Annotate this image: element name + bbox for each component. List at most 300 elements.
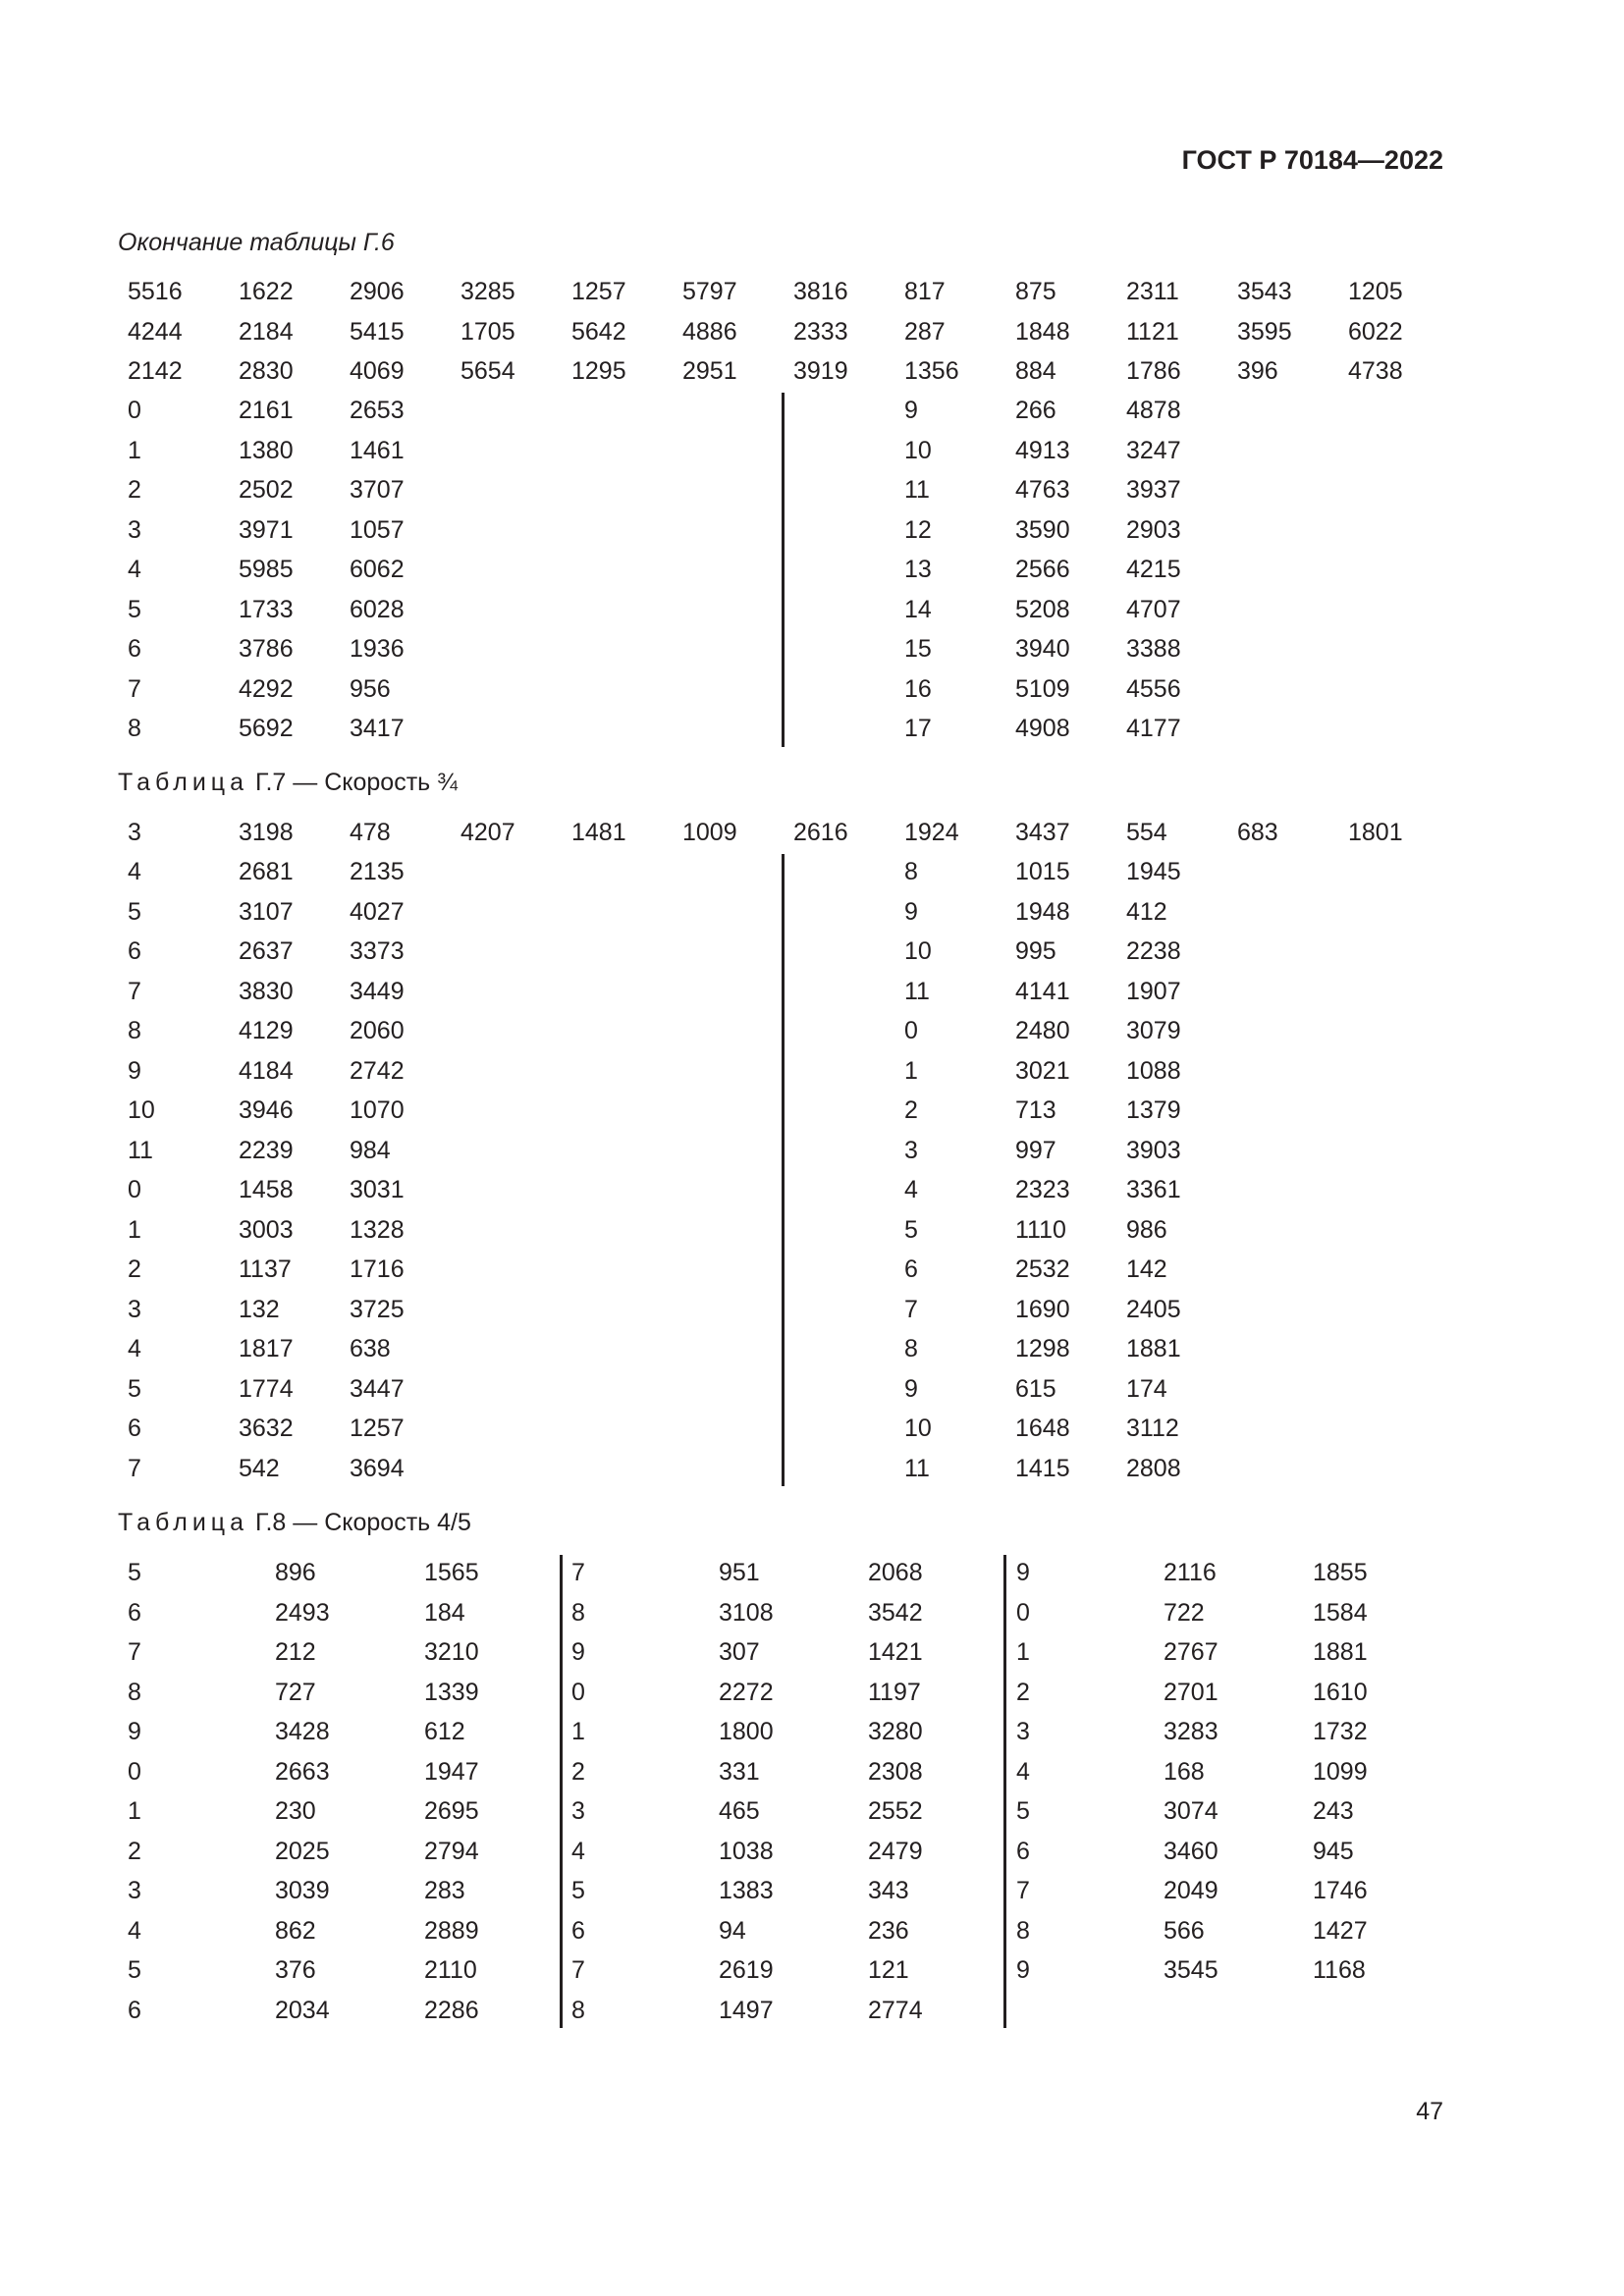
table-cell: 5797 [682,278,737,305]
table-row [0,1210,1624,1250]
table-cell: 9 [1016,1956,1030,1984]
table-cell: 1610 [1313,1678,1368,1706]
table-cell: 4886 [682,317,737,346]
table-cell: 7 [1016,1877,1030,1904]
table-cell: 2774 [868,1996,923,2024]
table-cell: 2238 [1126,937,1181,965]
table-cell: 6028 [350,595,405,623]
table-cell: 3039 [275,1877,330,1904]
table-cell: 8 [904,1335,918,1362]
table-cell: 3003 [239,1215,294,1244]
table-cell: 1746 [1313,1877,1368,1904]
table-row [0,1871,1624,1910]
table-cell: 1716 [350,1255,405,1283]
table-cell: 1015 [1015,858,1070,885]
table-row [0,1991,1624,2030]
table-cell: 7 [904,1295,918,1323]
table-cell: 8 [904,858,918,885]
table-cell: 727 [275,1678,316,1706]
table-cell: 412 [1126,897,1167,926]
table-row [0,1593,1624,1632]
table-cell: 2794 [424,1837,479,1865]
table-cell: 542 [239,1454,280,1482]
table-cell: 0 [128,1176,141,1203]
table-title: Г.8 — Скорость 4/5 [248,1509,471,1536]
table-cell: 1 [1016,1638,1030,1666]
table-row [0,1832,1624,1871]
table-cell: 1648 [1015,1415,1070,1442]
table-cell: 875 [1015,278,1056,305]
table-cell: 132 [239,1295,280,1323]
table-cell: 2480 [1015,1017,1070,1044]
table-cell: 2619 [719,1956,774,1984]
table-cell: 1774 [239,1374,294,1403]
table-row [0,272,1624,311]
table-cell: 2532 [1015,1255,1070,1283]
table-cell: 945 [1313,1837,1354,1865]
table-cell: 6 [128,1598,141,1627]
table-cell: 236 [868,1916,909,1945]
table-cell: 1817 [239,1335,294,1362]
table-cell: 7 [128,1454,141,1482]
table-cell: 2616 [793,819,848,846]
table-cell: 986 [1126,1215,1167,1244]
table-cell: 3 [904,1136,918,1164]
table-cell: 2161 [239,397,294,424]
table-cell: 2903 [1126,515,1181,544]
table-cell: 2 [128,476,141,504]
table-cell: 1197 [868,1678,921,1706]
table-cell: 2906 [350,278,405,305]
table-cell: 2695 [424,1797,479,1825]
table-cell: 9 [904,397,918,424]
table-cell: 638 [350,1335,391,1362]
table-cell: 5 [1016,1797,1030,1825]
table-cell: 9 [904,897,918,926]
table-cell: 3830 [239,977,294,1005]
table-cell: 4 [128,858,141,885]
table-cell: 554 [1126,819,1167,846]
table-cell: 9 [571,1638,585,1666]
table-cell: 4913 [1015,436,1070,464]
table-row [0,1369,1624,1409]
table-cell: 2889 [424,1916,479,1945]
table-cell: 14 [904,595,932,623]
table-cell: 3108 [719,1598,774,1627]
table-cell: 3946 [239,1096,294,1124]
table-cell: 2333 [793,317,848,346]
table-cell: 15 [904,635,932,663]
table-cell: 1497 [719,1996,774,2024]
table-cell: 5642 [571,317,626,346]
document-code-header: ГОСТ Р 70184—2022 [1181,145,1443,175]
table-cell: 1948 [1015,897,1070,926]
table-cell: 1427 [1313,1916,1368,1945]
table-cell: 3031 [350,1176,405,1203]
table-cell: 7 [128,674,141,703]
table-cell: 307 [719,1638,760,1666]
table-row [0,1632,1624,1672]
table-cell: 2 [1016,1678,1030,1706]
table-cell: 10 [128,1096,155,1124]
table-row [0,1449,1624,1488]
table-cell: 1565 [424,1559,479,1586]
table-label: Таблица [118,1509,249,1536]
table-cell: 1137 [239,1255,292,1283]
table-cell: 2701 [1164,1678,1218,1706]
table-cell: 2308 [868,1757,923,1786]
table-cell: 997 [1015,1136,1056,1164]
table-row [0,1329,1624,1368]
table-cell: 3460 [1164,1837,1218,1865]
table-cell: 243 [1313,1797,1354,1825]
table-row [0,590,1624,629]
table-cell: 4207 [460,819,515,846]
table-cell: 1848 [1015,317,1070,346]
table-cell: 4069 [350,357,405,385]
table-cell: 566 [1164,1916,1205,1945]
table-cell: 0 [571,1678,585,1706]
table-row [0,669,1624,709]
table-cell: 683 [1237,819,1278,846]
table-cell: 3725 [350,1295,405,1323]
table-cell: 1110 [1015,1215,1066,1244]
table-cell: 5692 [239,715,294,742]
table-row [0,1011,1624,1050]
table-cell: 2 [904,1096,918,1124]
table-cell: 2116 [1164,1559,1217,1586]
table-cell: 2239 [239,1136,294,1164]
table-cell: 2663 [275,1757,330,1786]
table-cell: 2653 [350,397,405,424]
table-cell: 7 [571,1559,585,1586]
table-cell: 283 [424,1877,465,1904]
table-cell: 1356 [904,357,959,385]
table-cell: 121 [868,1956,909,1984]
table-cell: 3707 [350,476,405,504]
column-divider [560,1555,563,2028]
table-row [0,972,1624,1011]
table-cell: 862 [275,1916,316,1945]
table-row [0,1950,1624,1990]
table-cell: 951 [719,1559,760,1586]
table-cell: 2060 [350,1017,405,1044]
table-cell: 3940 [1015,635,1070,663]
table-cell: 3816 [793,278,848,305]
table-label: Таблица [118,769,249,796]
table-cell: 8 [571,1996,585,2024]
table-row [0,1170,1624,1209]
table-cell: 1945 [1126,858,1181,885]
table-cell: 1584 [1313,1598,1368,1627]
table-cell: 4129 [239,1017,294,1044]
table-cell: 11 [904,476,930,504]
table-cell: 3590 [1015,515,1070,544]
table-cell: 2951 [682,357,737,385]
table-row [0,1911,1624,1950]
table-cell: 3545 [1164,1956,1218,1984]
table-cell: 6 [904,1255,918,1283]
table-cell: 3210 [424,1638,479,1666]
table-cell: 3079 [1126,1017,1181,1044]
table-row [0,892,1624,932]
table-cell: 8 [571,1598,585,1627]
table-cell: 1786 [1126,357,1181,385]
table-cell: 3 [1016,1718,1030,1745]
table-cell: 10 [904,1415,932,1442]
table-cell: 3021 [1015,1056,1070,1085]
table-cell: 2808 [1126,1454,1181,1482]
table-cell: 5 [128,897,141,926]
table-row [0,1553,1624,1592]
table-cell: 3632 [239,1415,294,1442]
table-cell: 9 [128,1056,141,1085]
table-cell: 11 [128,1136,153,1164]
table-cell: 5208 [1015,595,1070,623]
table-cell: 2 [571,1757,585,1786]
table-cell: 12 [904,515,932,544]
table-cell: 4 [128,556,141,583]
table-cell: 0 [128,397,141,424]
table-cell: 5109 [1015,674,1070,703]
table-cell: 1038 [719,1837,774,1865]
table-cell: 3285 [460,278,515,305]
table-cell: 1070 [350,1096,405,1124]
table-cell: 6022 [1348,317,1403,346]
table-cell: 11 [904,1454,930,1482]
table-cell: 3971 [239,515,294,544]
table-cell: 10 [904,937,932,965]
table-cell: 6062 [350,556,405,583]
table-cell: 2184 [239,317,294,346]
table-cell: 2502 [239,476,294,504]
table-cell: 5 [128,595,141,623]
table-cell: 3447 [350,1374,405,1403]
table-cell: 8 [128,1678,141,1706]
table-cell: 94 [719,1916,746,1945]
table-cell: 1881 [1313,1638,1368,1666]
table-cell: 9 [1016,1559,1030,1586]
table-cell: 1947 [424,1757,479,1786]
table-cell: 16 [904,674,932,703]
table-cell: 4027 [350,897,405,926]
table-cell: 2637 [239,937,294,965]
table-cell: 4878 [1126,397,1181,424]
table-cell: 1421 [868,1638,923,1666]
table-cell: 1801 [1348,819,1403,846]
table-cell: 1705 [460,317,515,346]
table-row [0,1131,1624,1170]
table-cell: 3107 [239,897,294,926]
table-cell: 7 [128,977,141,1005]
table-cell: 2 [128,1255,141,1283]
table-cell: 478 [350,819,391,846]
table-cell: 4 [128,1335,141,1362]
table-cell: 3 [128,1877,141,1904]
table-cell: 3428 [275,1718,330,1745]
table-cell: 6 [128,635,141,663]
table-cell: 2323 [1015,1176,1070,1203]
table-cell: 1057 [350,515,405,544]
table-g8-caption [118,1509,471,1537]
table-cell: 984 [350,1136,391,1164]
table-row [0,1673,1624,1712]
table-cell: 5 [128,1559,141,1586]
table-cell: 2552 [868,1797,923,1825]
table-cell: 3388 [1126,635,1181,663]
table-cell: 3 [571,1797,585,1825]
table-row [0,550,1624,589]
table-cell: 4141 [1015,977,1070,1005]
table-cell: 174 [1126,1374,1167,1403]
table-cell: 266 [1015,397,1056,424]
table-cell: 3903 [1126,1136,1181,1164]
table-cell: 4292 [239,674,294,703]
table-cell: 4707 [1126,595,1181,623]
column-divider [1003,1555,1006,2028]
table-cell: 1481 [571,819,626,846]
table-cell: 1379 [1126,1096,1181,1124]
table-row [0,351,1624,391]
table-cell: 5 [128,1374,141,1403]
table-cell: 3437 [1015,819,1070,846]
table-cell: 6 [128,1415,141,1442]
table-cell: 896 [275,1559,316,1586]
table-cell: 3283 [1164,1718,1218,1745]
table-row [0,709,1624,748]
table-cell: 2110 [424,1956,477,1984]
table-cell: 343 [868,1877,909,1904]
table-cell: 1088 [1126,1056,1181,1085]
table-cell: 11 [904,977,930,1005]
table-cell: 287 [904,317,946,346]
table-cell: 6 [1016,1837,1030,1865]
table-cell: 184 [424,1598,465,1627]
table-row [0,813,1624,852]
table-cell: 230 [275,1797,316,1825]
table-cell: 1121 [1126,317,1179,346]
table-cell: 10 [904,436,932,464]
table-cell: 3 [128,1295,141,1323]
table-cell: 2068 [868,1559,923,1586]
table-cell: 6 [128,1996,141,2024]
table-cell: 1257 [350,1415,405,1442]
table-row [0,1250,1624,1289]
table-cell: 2681 [239,858,294,885]
table-g6-caption: Окончание таблицы Г.6 [118,229,395,256]
table-cell: 1168 [1313,1956,1366,1984]
table-cell: 3542 [868,1598,923,1627]
table-row [0,1791,1624,1831]
table-cell: 5 [571,1877,585,1904]
table-cell: 5 [904,1215,918,1244]
table-cell: 2049 [1164,1877,1218,1904]
table-cell: 3449 [350,977,405,1005]
table-cell: 1733 [239,595,294,623]
table-row [0,1712,1624,1751]
table-cell: 1 [571,1718,585,1745]
table-cell: 142 [1126,1255,1167,1283]
table-cell: 4908 [1015,715,1070,742]
table-cell: 2830 [239,357,294,385]
column-divider [782,393,785,747]
table-cell: 713 [1015,1096,1056,1124]
table-cell: 4177 [1126,715,1181,742]
table-cell: 1298 [1015,1335,1070,1362]
table-cell: 9 [904,1374,918,1403]
table-cell: 3280 [868,1718,923,1745]
table-cell: 1800 [719,1718,774,1745]
table-cell: 1855 [1313,1559,1368,1586]
table-row [0,1091,1624,1130]
table-cell: 3595 [1237,317,1292,346]
table-cell: 2142 [128,357,183,385]
table-cell: 4244 [128,317,183,346]
table-row [0,629,1624,668]
table-cell: 4184 [239,1056,294,1085]
table-cell: 2479 [868,1837,923,1865]
page-number: 47 [1416,2098,1443,2125]
table-cell: 2286 [424,1996,479,2024]
table-cell: 1 [904,1056,918,1085]
table-g7-caption [118,769,458,797]
table-cell: 4 [1016,1757,1030,1786]
column-divider [782,854,785,1486]
table-cell: 2034 [275,1996,330,2024]
table-cell: 4 [128,1916,141,1945]
table-cell: 331 [719,1757,760,1786]
table-cell: 1328 [350,1215,405,1244]
table-cell: 2566 [1015,556,1070,583]
table-cell: 2135 [350,858,405,885]
table-cell: 17 [904,715,932,742]
table-cell: 3198 [239,819,294,846]
table-cell: 3919 [793,357,848,385]
table-cell: 1881 [1126,1335,1181,1362]
table-cell: 396 [1237,357,1278,385]
table-row [0,1409,1624,1448]
table-cell: 4 [904,1176,918,1203]
table-cell: 3937 [1126,476,1181,504]
table-row [0,1051,1624,1091]
table-cell: 995 [1015,937,1056,965]
table-cell: 1380 [239,436,294,464]
table-cell: 1205 [1348,278,1403,305]
table-cell: 1907 [1126,977,1181,1005]
table-cell: 956 [350,674,391,703]
table-cell: 2405 [1126,1295,1181,1323]
table-cell: 1732 [1313,1718,1368,1745]
table-cell: 3112 [1126,1415,1179,1442]
table-cell: 2742 [350,1056,405,1085]
table-cell: 3694 [350,1454,405,1482]
table-cell: 722 [1164,1598,1205,1627]
table-row [0,1290,1624,1329]
table-cell: 5 [128,1956,141,1984]
table-cell: 6 [571,1916,585,1945]
table-cell: 7 [571,1956,585,1984]
table-cell: 1099 [1313,1757,1368,1786]
table-cell: 3247 [1126,436,1181,464]
table-cell: 1009 [682,819,737,846]
table-cell: 212 [275,1638,316,1666]
table-cell: 1257 [571,278,626,305]
table-cell: 3 [128,515,141,544]
table-cell: 4763 [1015,476,1070,504]
table-cell: 5415 [350,317,405,346]
table-cell: 0 [1016,1598,1030,1627]
table-cell: 3 [128,819,141,846]
